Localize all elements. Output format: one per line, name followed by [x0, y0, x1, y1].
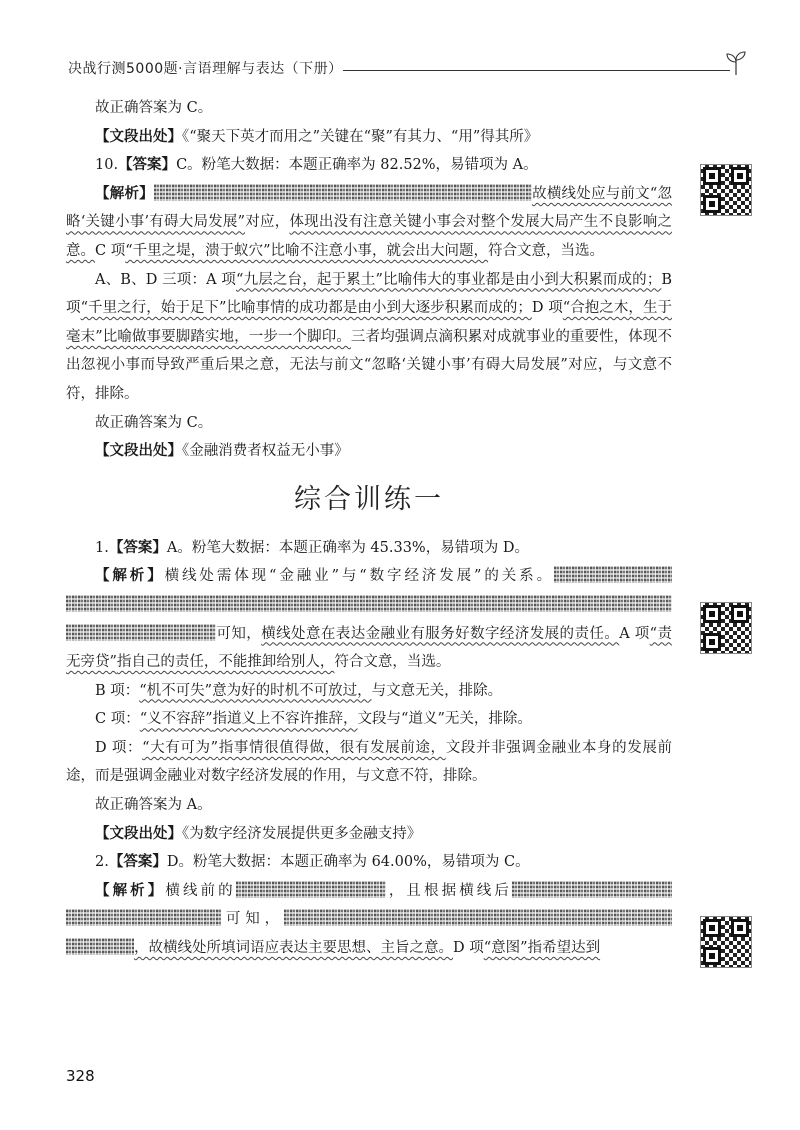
section-title: 综合训练一 — [294, 483, 444, 515]
redacted-text — [512, 881, 672, 898]
analysis-text: 横线前的 — [165, 882, 236, 899]
answer-line: 故正确答案为 A。 — [95, 797, 212, 814]
option-b — [66, 677, 672, 706]
source-line — [66, 123, 672, 152]
question-1-analysis — [66, 562, 672, 676]
analysis-tag: 【解析】 — [95, 185, 154, 202]
source-tag: 【文段出处】 — [95, 443, 182, 460]
redacted-text — [66, 938, 134, 955]
analysis-text: 比喻伟大的事业都是由小到大积累而成的； — [382, 271, 662, 288]
redacted-text — [66, 909, 221, 926]
question-1-answer — [66, 534, 672, 563]
analysis-text: 横线处需体现“金融业”与“数字经济发展”的关系。 — [164, 568, 554, 585]
analysis-text: ，故横线处所填词语应表达主要思想、主旨之意。 — [134, 940, 453, 957]
analysis-text: 对应， — [245, 214, 290, 231]
analysis-text: “合抱之木，生于毫末” — [66, 300, 673, 345]
analysis-text: 比喻做事要脚踏实地，一步一个脚印。 — [102, 328, 351, 345]
analysis-text: 符合文意，当选。 — [488, 242, 605, 259]
source-title: 《“聚天下英才而用之”关键在“聚”有其力、“用”得其所》 — [182, 128, 539, 145]
analysis-text: “意图” — [483, 940, 528, 957]
analysis-text: “责无旁贷” — [66, 625, 673, 671]
source-line — [66, 820, 672, 849]
analysis-text: ，且根据横线后 — [385, 882, 512, 899]
analysis-text: “千里之行，始于足下” — [80, 300, 227, 317]
analysis-text: A、B、D 三项：A 项 — [95, 271, 236, 288]
option-term: “大有可为” — [142, 739, 219, 756]
answer-line: 故正确答案为 C。 — [95, 100, 213, 116]
analysis-text: “忽略‘关键小事’有碍大局发展” — [66, 185, 673, 231]
redacted-text — [66, 595, 672, 612]
answer-line: 故正确答案为 C。 — [95, 414, 213, 431]
analysis-text: “千里之堤，溃于蚁穴” — [125, 242, 271, 259]
option-text: 文段与“道义”无关，排除。 — [357, 711, 532, 728]
source-title: 《为数字经济发展提供更多金融支持》 — [182, 825, 422, 842]
source-tag: 【文段出处】 — [95, 128, 182, 145]
qr-code-icon[interactable] — [700, 164, 752, 216]
redacted-text — [284, 909, 672, 926]
question-10-options — [66, 266, 672, 409]
option-text: 意为好的时机不可放过， — [212, 682, 372, 699]
answer-text: C。粉笔大数据：本题正确率为 82.52%，易错项为 A。 — [176, 157, 538, 174]
option-label: D 项： — [95, 739, 143, 756]
analysis-text: 体现出没有注意关键小事会对整个发展大局产生不良影响之意。 — [66, 214, 673, 259]
analysis-text: 横线处意在表达金融业有服务好数字经济发展的责任。 — [261, 625, 620, 642]
answer-tag: 【答案】 — [118, 157, 177, 174]
analysis-text: 符合文意，当选。 — [334, 654, 451, 671]
option-text: 指事情很值得做，很有发展前途， — [218, 739, 446, 756]
qr-code-icon[interactable] — [700, 602, 752, 654]
option-c — [66, 705, 672, 734]
analysis-text: 可知， — [221, 911, 284, 928]
analysis-text: C 项 — [95, 242, 126, 259]
qr-code-icon[interactable] — [700, 916, 752, 968]
analysis-tag: 【解析】 — [95, 882, 166, 899]
analysis-text: 指希望达到 — [527, 940, 601, 957]
option-label: C 项： — [95, 711, 140, 728]
question-number: 10. — [95, 157, 119, 174]
sprout-icon — [724, 50, 748, 76]
answer-tag: 【答案】 — [108, 854, 167, 871]
question-2-answer — [66, 848, 672, 877]
analysis-text: 比喻不注意小事，就会出大问题， — [270, 242, 489, 259]
analysis-text: 三者均强调点滴积累对成就事业的重要性，体现不出忽视小事而导致严重后果之意，无法与前文“忽略‘关键小事’有碍大局发展”对应，与文意不符，排除。 — [66, 328, 673, 402]
redacted-text — [554, 566, 672, 583]
redacted-text — [66, 624, 216, 641]
analysis-text: 指自己的责任，不能推卸给别人， — [116, 654, 335, 671]
answer-tag: 【答案】 — [108, 539, 167, 556]
page-body — [66, 94, 672, 963]
analysis-text: A 项 — [619, 625, 650, 642]
redacted-text — [154, 184, 532, 201]
source-tag: 【文段出处】 — [95, 825, 182, 842]
question-10-answer — [66, 151, 672, 180]
analysis-text: “九层之台，起于累土” — [236, 271, 383, 288]
question-number: 1. — [95, 539, 109, 556]
header-rule — [343, 70, 730, 71]
option-term: “义不容辞” — [139, 711, 213, 728]
analysis-text: D 项 — [531, 300, 563, 317]
question-number: 2. — [95, 854, 109, 871]
option-text: 指道义上不容许推辞， — [212, 711, 358, 728]
page-number: 328 — [66, 1067, 95, 1085]
analysis-text: 故横线处应与前文 — [531, 185, 650, 202]
analysis-text: 可知， — [216, 625, 262, 642]
redacted-text — [236, 881, 386, 898]
header-title: 决战行测5000题·言语理解与表达（下册） — [68, 61, 343, 77]
analysis-text: 比喻事情的成功都是由小到大逐步积累而成的； — [226, 300, 532, 317]
analysis-text: B 项 — [66, 271, 672, 317]
option-term: “机不可失” — [139, 682, 213, 699]
option-d — [66, 734, 672, 791]
analysis-text: D 项 — [453, 940, 484, 957]
option-label: B 项： — [95, 682, 140, 699]
source-title: 《金融消费者权益无小事》 — [182, 443, 349, 460]
answer-text: D。粉笔大数据：本题正确率为 64.00%，易错项为 C。 — [166, 854, 530, 871]
analysis-tag: 【解析】 — [95, 568, 165, 585]
option-text: 文段并非强调金融业本身的发展前途，而是强调金融业对数字经济发展的作用，与文意不符，排除。 — [66, 739, 672, 785]
option-text: 与文意无关，排除。 — [371, 682, 503, 699]
question-10-analysis — [66, 180, 672, 266]
source-line — [66, 437, 672, 466]
answer-text: A。粉笔大数据：本题正确率为 45.33%，易错项为 D。 — [166, 539, 529, 556]
running-header — [68, 50, 748, 80]
question-2-analysis — [66, 877, 672, 963]
